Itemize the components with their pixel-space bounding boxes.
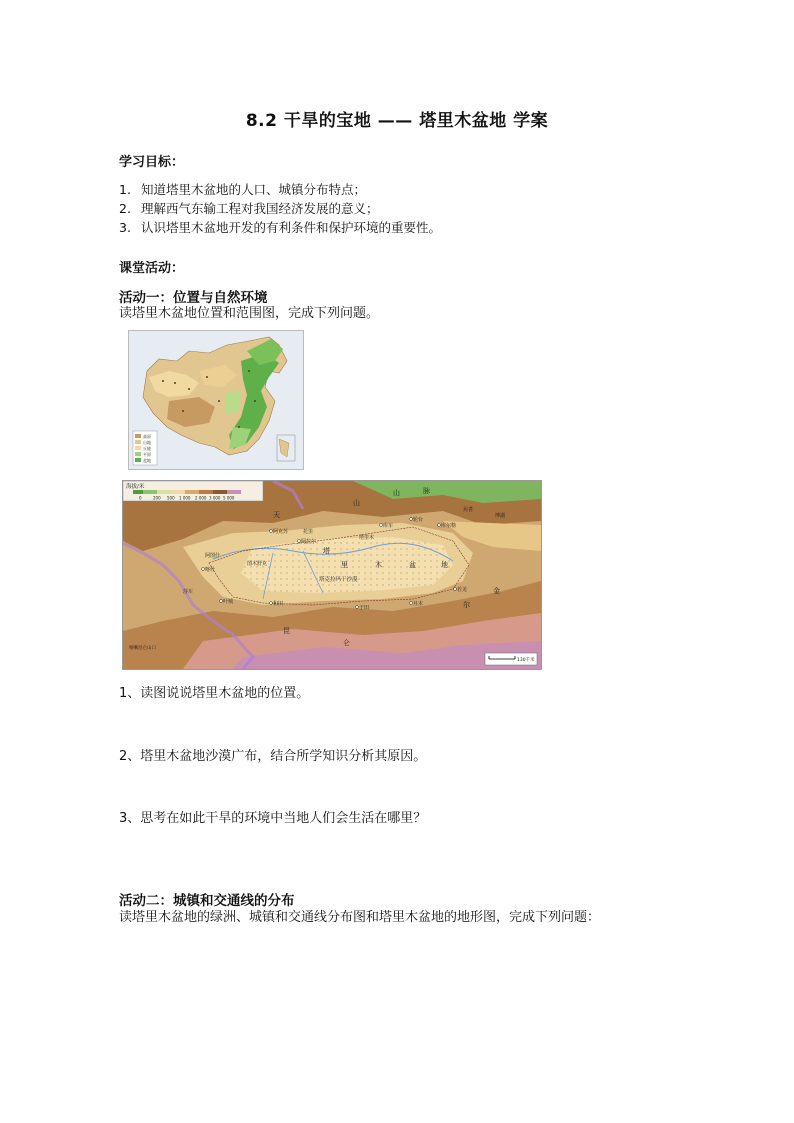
list-text: 认识塔里木盆地开发的有利条件和保护环境的重要性。 bbox=[141, 220, 442, 235]
list-item bbox=[119, 199, 441, 218]
map-label: 阿图什 bbox=[205, 553, 221, 559]
tarim-map-svg bbox=[123, 481, 541, 669]
list-text: 知道塔里木盆地的人口、城镇分布特点； bbox=[141, 182, 367, 197]
map-label: 盆 bbox=[409, 561, 416, 569]
map-label: 库车 bbox=[383, 523, 394, 529]
legend-value: 200 bbox=[153, 495, 161, 501]
map-label: 库尔勒 bbox=[441, 523, 457, 529]
map-label: 轮台 bbox=[413, 517, 424, 523]
map-label: 喀喇昆仑山口 bbox=[129, 646, 156, 651]
map-label: 金 bbox=[493, 587, 500, 595]
map-label: 若羌 bbox=[457, 587, 468, 593]
activity2-heading: 活动二：城镇和交通线的分布 bbox=[119, 893, 295, 909]
map-label: 喀什 bbox=[205, 567, 216, 573]
map-label: 木 bbox=[375, 561, 382, 569]
map-label: 脉 bbox=[423, 487, 430, 495]
list-item bbox=[119, 180, 441, 199]
map-label: 和田 bbox=[273, 601, 284, 607]
list-text: 理解西气东输工程对我国经济发展的意义； bbox=[141, 201, 379, 216]
map-label: 仑 bbox=[343, 639, 350, 647]
legend-label: 山地 bbox=[143, 440, 151, 445]
legend-value: 1 000 bbox=[179, 495, 191, 501]
question-2: 2、塔里木盆地沙漠广布，结合所学知识分析其原因。 bbox=[119, 749, 427, 764]
legend-label: 平原 bbox=[143, 452, 151, 457]
map-label: 塔 bbox=[323, 547, 330, 555]
legend-label: 高原 bbox=[143, 434, 151, 439]
map-label: 塔里木 bbox=[359, 535, 375, 541]
map-label: 塔克拉玛干沙漠 bbox=[319, 577, 358, 583]
question-1: 1、读图说说塔里木盆地的位置。 bbox=[119, 686, 310, 701]
map-label: 尔 bbox=[463, 601, 470, 609]
legend-value: 3 000 bbox=[209, 495, 221, 501]
scale-label: 130千米 bbox=[517, 658, 535, 663]
legend-title: 海拔/米 bbox=[126, 484, 145, 490]
activity2-instruction: 读塔里木盆地的绿洲、城镇和交通线分布图和塔里木盆地的地形图，完成下列问题： bbox=[119, 910, 601, 925]
map-label: 阿克苏 bbox=[273, 529, 289, 535]
list-number: 2. bbox=[119, 201, 131, 216]
map-label: 天 bbox=[273, 511, 280, 519]
legend-value: 500 bbox=[167, 495, 175, 501]
map-label: 托里 bbox=[303, 529, 314, 535]
map-label: 博湖 bbox=[495, 513, 506, 519]
map-label: 于田 bbox=[359, 605, 370, 611]
map-label: 山 bbox=[353, 499, 360, 507]
map-label: 图木舒克 bbox=[247, 561, 268, 567]
legend-value: 5 000 bbox=[223, 495, 235, 501]
activity1-instruction: 读塔里木盆地位置和范围图，完成下列问题。 bbox=[119, 306, 380, 321]
question-3: 3、思考在如此干旱的环境中当地人们会生活在哪里？ bbox=[119, 811, 427, 826]
list-item bbox=[119, 218, 441, 237]
map-label: 地 bbox=[441, 561, 448, 569]
page-title: 8.2 干旱的宝地 —— 塔里木盆地 学案 bbox=[245, 111, 549, 131]
china-terrain-map bbox=[128, 330, 304, 470]
objectives-list bbox=[119, 180, 441, 237]
map-label: 焉耆 bbox=[463, 507, 474, 513]
classroom-heading: 课堂活动： bbox=[119, 261, 185, 276]
tarim-basin-map bbox=[122, 480, 542, 670]
list-number: 1. bbox=[119, 182, 131, 197]
objectives-heading: 学习目标： bbox=[119, 155, 185, 170]
map-label: 且末 bbox=[413, 601, 424, 607]
map-label: 里 bbox=[341, 561, 348, 569]
legend-value: 2 000 bbox=[195, 495, 207, 501]
legend-label: 丘陵 bbox=[143, 446, 151, 451]
china-map-svg bbox=[129, 331, 303, 469]
map-label: 莎车 bbox=[183, 589, 194, 595]
map-label: 阿拉尔 bbox=[301, 539, 317, 545]
activity1-heading: 活动一：位置与自然环境 bbox=[119, 290, 268, 306]
map-label: 叶城 bbox=[223, 599, 234, 605]
legend-label: 盆地 bbox=[143, 458, 151, 463]
list-number: 3. bbox=[119, 220, 131, 235]
map-label: 山 bbox=[393, 489, 400, 497]
legend-value: 0 bbox=[139, 495, 142, 501]
map-label: 昆 bbox=[283, 627, 290, 635]
